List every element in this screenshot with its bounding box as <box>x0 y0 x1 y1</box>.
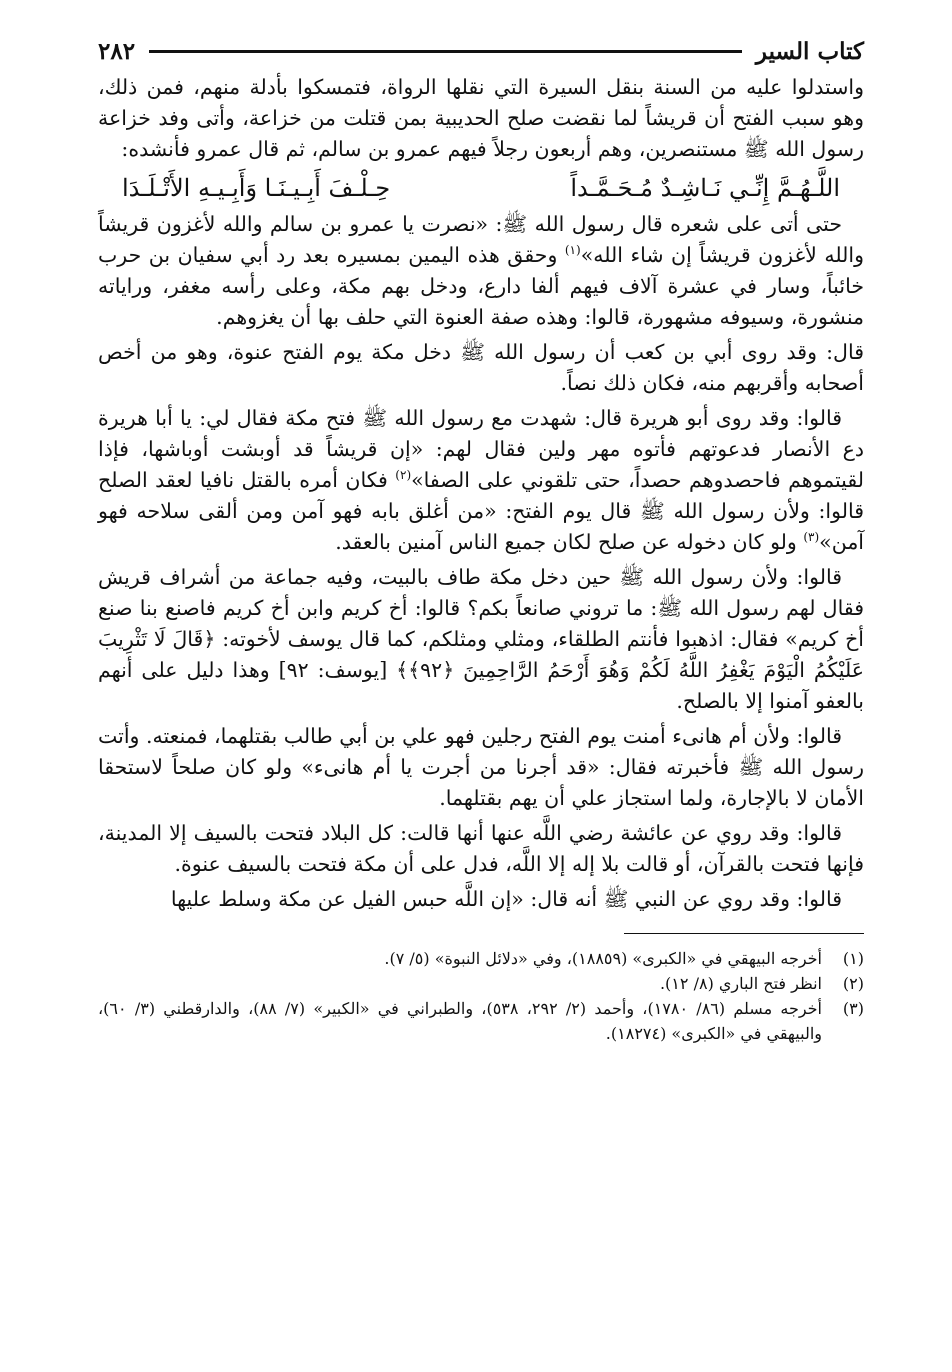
footnote-number: (٣) <box>842 999 864 1018</box>
footnote-text: أخرجه البيهقي في «الكبرى» (١٨٨٥٩)، وفي «دلائل النبوة» (٥/ ٧). <box>384 949 822 968</box>
footnote-text: انظر فتح الباري (٨/ ١٢). <box>659 974 822 993</box>
footnote-item <box>98 996 864 1046</box>
paragraph-5-part-2: [يوسف: ٩٢] وهذا دليل على أنهم بالعفو آمنوا إلا بالصلح. <box>98 658 864 713</box>
book-page <box>98 30 864 1350</box>
paragraph-5-part-1: قالوا: ولأن رسول الله ﷺ حين دخل مكة طاف بالبيت، وفيه جماعة من أشراف قريش فقال لهم رسول الله ﷺ: ما تروني صانعاً بكم؟ قالوا: أخ كريم وابن أخ كريم فاصنع بنا صنع أخ كريم» فقال: اذهبوا فأنتم الطلقاء، ومثلي ومثلكم، كما قال يوسف لأخوته: <box>98 565 864 651</box>
page-header <box>98 30 864 72</box>
footnote-number: (٢) <box>842 974 864 993</box>
poem-verse <box>98 169 864 207</box>
paragraph-5 <box>98 562 864 717</box>
paragraph-2-part-1: حتى أتى على شعره قال رسول الله ﷺ: «نصرت يا عمرو بن سالم والله لأغزون قريشاً والله لأغزون قريشاً إن شاء الله» <box>98 212 864 267</box>
quran-verse: ﴿قَالَ لَا تَثْرِيبَ عَلَيْكُمُ الْيَوْمَ يَغْفِرُ اللَّهُ لَكُمْ وَهُوَ أَرْحَمُ الرَّاحِمِينَ ﴿٩٢﴾﴾ <box>98 627 864 682</box>
page-number: ٢٨٢ <box>98 37 136 65</box>
paragraph-4-part-1: قالوا: وقد روى أبو هريرة قال: شهدت مع رسول الله ﷺ فتح مكة فقال لي: يا أبا هريرة دع الأنصار فدعوتهم فأتوه مهر ولين فقال لهم: «إن قريشاً قد أوبشت أوباشها، فإذا لقيتموهم فاحصدوهم حصداً، حتى تلقوني على الصفا» <box>98 406 864 492</box>
footnotes <box>98 946 864 1046</box>
paragraph-4-part-2: فكان أمره بالقتل نافيا لعقد الصلح قالوا: ولأن رسول الله ﷺ قال يوم الفتح: «من أغلق بابه فهو آمن ومن ألقى سلاحه فهو آمن» <box>98 468 864 554</box>
poem-hemistich-1: اللَّـهُـمَّ إِنِّـي نَـاشِـدٌ مُـحَـمَّـداً <box>570 174 840 202</box>
paragraph-8: قالوا: وقد روي عن النبي ﷺ أنه قال: «إن اللَّه حبس الفيل عن مكة وسلط عليها <box>170 887 842 911</box>
footnote-item <box>98 971 864 996</box>
main-text <box>98 72 864 915</box>
paragraph-3: قال: وقد روى أبي بن كعب أن رسول الله ﷺ دخل مكة يوم الفتح عنوة، وهو من أخص أصحابه وأقربهم منه، فكان ذلك نصاً. <box>98 340 864 395</box>
paragraph-7: قالوا: وقد روي عن عائشة رضي اللَّه عنها أنها قالت: كل البلاد فتحت بالسيف إلا المدينة، فإنها فتحت بالقرآن، أو قالت بلا إله إلا اللَّه، فدل على أن مكة فتحت بالسيف عنوة. <box>98 821 864 876</box>
footnote-text: أخرجه مسلم (٨٦/ ١٧٨٠)، وأحمد (٢/ ٢٩٢، ٥٣٨)، والطبراني في «الكبير» (٧/ ٨٨)، والدارقطني (٣/ ٦٠)، والبيهقي في «الكبرى» (١٨٢٧٤). <box>98 999 822 1043</box>
footnote-marker-1[interactable]: (١) <box>564 243 581 258</box>
header-rule <box>149 50 742 53</box>
paragraph-6: قالوا: ولأن أم هانىء أمنت يوم الفتح رجلين فهو علي بن أبي طالب بقتلهما، فمنعته. وأتت رسول الله ﷺ فأخبرته فقال: «قد أجرنا من أجرت يا أم هانىء» ولو كان صلحاً لاستحقا الأمان لا بالإجارة، ولما استجاز علي أن يهم بقتلهما. <box>98 724 864 810</box>
poem-hemistich-2: حِـلْـفَ أَبِـيـنَـا وَأَبِـيـهِ الأَتْـلَـدَا <box>122 174 391 202</box>
footnote-marker-3[interactable]: (٣) <box>803 530 820 545</box>
paragraph-1: واستدلوا عليه من السنة بنقل السيرة التي نقلها الرواة، فتمسكوا بأدلة منهم، فمن ذلك، وهو سبب الفتح أن قريشاً لما نقضت صلح الحديبية بمن قتلت من خزاعة، وأتى وفد خزاعة رسول الله ﷺ مستنصرين، وهم أربعون رجلاً فيهم عمرو بن سالم، ثم قال عمرو فأنشده: <box>98 75 864 161</box>
paragraph-4 <box>98 403 864 558</box>
footnote-number: (١) <box>842 949 864 968</box>
paragraph-2-part-2: وحقق هذه اليمين بمسيره بعد رد أبي سفيان بن حرب خائباً، وسار في عشرة آلاف فيهم ألفا دارع، ودخل بهم مكة، وعلى رأسه مغفر، وراياته منشورة، وسيوفه مشهورة، قالوا: وهذه صفة العنوة التي حلف بها أن يغزوهم. <box>98 243 864 329</box>
book-title: كتاب السير <box>755 37 864 65</box>
paragraph-2 <box>98 209 864 333</box>
footnote-item <box>98 946 864 971</box>
footnote-separator <box>624 933 864 934</box>
footnote-separator-wrap <box>98 919 864 934</box>
paragraph-4-part-3: ولو كان دخوله عن صلح لكان جميع الناس آمنين بالعقد. <box>335 530 804 554</box>
footnote-marker-2[interactable]: (٢) <box>395 468 412 483</box>
